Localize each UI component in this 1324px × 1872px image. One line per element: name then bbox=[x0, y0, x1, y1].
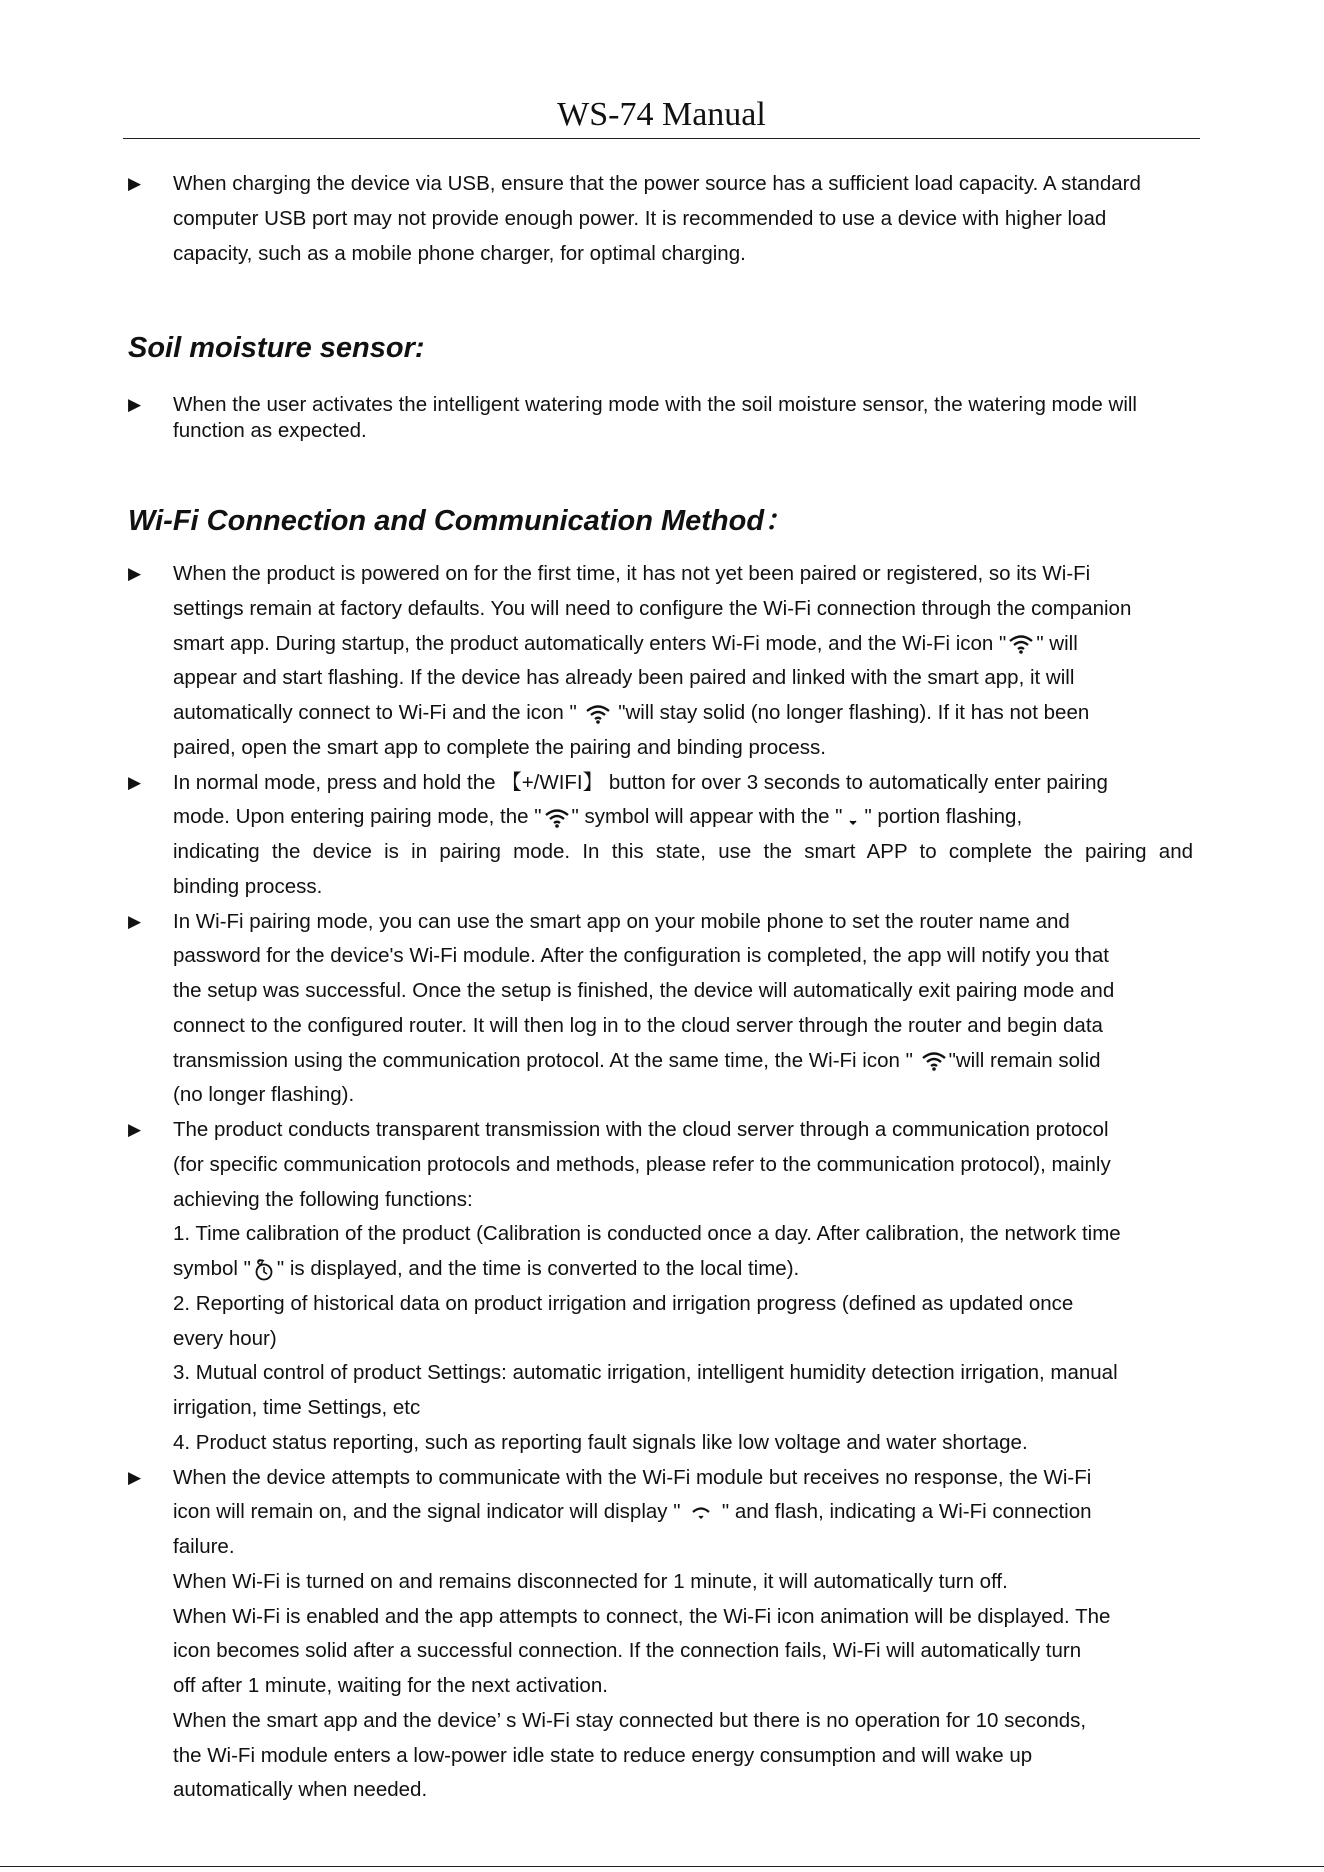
wifi-p1-text: " will bbox=[1036, 631, 1078, 655]
wifi-p5-line bbox=[173, 1495, 1092, 1530]
soil-section-body bbox=[128, 392, 1228, 444]
bullet-icon: ▶ bbox=[128, 395, 142, 414]
list-item-text: " is displayed, and the time is converted to the local time). bbox=[276, 1257, 800, 1280]
wifi-p5-line: When the device attempts to communicate with the Wi-Fi module but receives no response, the Wi-Fi bbox=[173, 1465, 1092, 1489]
network-time-icon bbox=[253, 1258, 275, 1282]
soil-section-title: Soil moisture sensor: bbox=[128, 332, 425, 364]
wifi-p5-line: automatically when needed. bbox=[173, 1778, 428, 1802]
wifi-p4-line: (for specific communication protocols and methods, please refer to the communication protocol), mainly bbox=[173, 1152, 1111, 1176]
wifi-p3-line: In Wi-Fi pairing mode, you can use the smart app on your mobile phone to set the router name and bbox=[173, 909, 1070, 933]
list-item: irrigation, time Settings, etc bbox=[173, 1396, 421, 1419]
bullet-icon: ▶ bbox=[128, 772, 142, 792]
wifi-icon bbox=[585, 704, 611, 724]
wifi-p5-line: the Wi-Fi module enters a low-power idle state to reduce energy consumption and will wake up bbox=[173, 1743, 1033, 1767]
wifi-p2-text: " portion flashing, bbox=[864, 805, 1023, 829]
wifi-p3-text: "will remain solid bbox=[948, 1048, 1101, 1072]
wifi-p1-line: settings remain at factory defaults. You will need to configure the Wi-Fi connection through the companion bbox=[173, 596, 1132, 620]
wifi-p4-line: achieving the following functions: bbox=[173, 1187, 473, 1211]
wifi-p3-line: connect to the configured router. It will then log in to the cloud server through the router and begin data bbox=[173, 1013, 1103, 1037]
list-item: 2. Reporting of historical data on product irrigation and irrigation progress (defined as updated once bbox=[173, 1291, 1074, 1315]
wifi-p5-line: When the smart app and the device’ s Wi-Fi stay connected but there is no operation for 10 seconds, bbox=[173, 1708, 1087, 1732]
wifi-icon bbox=[921, 1051, 947, 1071]
wifi-p2-line bbox=[173, 800, 1022, 835]
wifi-p1-line bbox=[173, 696, 1089, 731]
wifi-icon bbox=[544, 808, 570, 828]
wifi-p5-line: When Wi-Fi is turned on and remains disconnected for 1 minute, it will automatically turn off. bbox=[173, 1569, 1008, 1593]
wifi-partial-icon bbox=[688, 1503, 714, 1523]
wifi-p2-text: " symbol will appear with the " bbox=[571, 805, 843, 829]
bullet-icon: ▶ bbox=[128, 1467, 142, 1487]
wifi-p5-text: " and flash, indicating a Wi-Fi connection bbox=[716, 1500, 1092, 1524]
list-item bbox=[173, 1252, 799, 1287]
bullet-icon: ▶ bbox=[128, 174, 142, 193]
soil-line-1: When the user activates the intelligent watering mode with the soil moisture sensor, the watering mode will bbox=[173, 393, 1137, 416]
wifi-p1-line: paired, open the smart app to complete the pairing and binding process. bbox=[173, 735, 826, 759]
list-item: 1. Time calibration of the product (Calibration is conducted once a day. After calibration, the network time bbox=[173, 1222, 1121, 1246]
list-item: 3. Mutual control of product Settings: automatic irrigation, intelligent humidity detection irrigation, manual bbox=[173, 1361, 1118, 1385]
wifi-p5-line: When Wi-Fi is enabled and the app attempts to connect, the Wi-Fi icon animation will be displayed. The bbox=[173, 1604, 1111, 1628]
header-divider bbox=[123, 138, 1200, 139]
charging-line-2: computer USB port may not provide enough power. It is recommended to use a device with higher load bbox=[173, 206, 1107, 230]
soil-line-2: function as expected. bbox=[173, 419, 367, 442]
wifi-p3-line: the setup was successful. Once the setup is finished, the device will automatically exit pairing mode and bbox=[173, 979, 1115, 1002]
wifi-p1-line: appear and start flashing. If the device has already been paired and linked with the smart app, it will bbox=[173, 666, 1075, 690]
wifi-p1-text: "will stay solid (no longer flashing). If it has not been bbox=[612, 701, 1090, 724]
wifi-p3-text: transmission using the communication protocol. At the same time, the Wi-Fi icon " bbox=[173, 1048, 919, 1072]
charging-line-3: capacity, such as a mobile phone charger, for optimal charging. bbox=[173, 241, 746, 265]
wifi-icon bbox=[1008, 634, 1034, 654]
wifi-p3-line: (no longer flashing). bbox=[173, 1083, 355, 1107]
wifi-p2-text: mode. Upon entering pairing mode, the " bbox=[173, 805, 542, 829]
wifi-p4-line: The product conducts transparent transmission with the cloud server through a communication protocol bbox=[173, 1118, 1109, 1141]
bullet-icon: ▶ bbox=[128, 911, 142, 931]
wifi-p2-line: In normal mode, press and hold the 【+/WIFI】 button for over 3 seconds to automatically enter pairing bbox=[173, 770, 1108, 794]
wifi-p5-text: icon will remain on, and the signal indicator will display " bbox=[173, 1500, 687, 1524]
wifi-p5-line: failure. bbox=[173, 1535, 235, 1558]
charging-line-1: When charging the device via USB, ensure that the power source has a sufficient load capacity. A standard bbox=[173, 172, 1141, 195]
list-item: 4. Product status reporting, such as reporting fault signals like low voltage and water shortage. bbox=[173, 1430, 1028, 1454]
footer-divider bbox=[0, 1866, 1324, 1867]
wifi-p1-line: When the product is powered on for the first time, it has not yet been paired or registered, so its Wi-Fi bbox=[173, 562, 1091, 585]
page-title: WS-74 Manual bbox=[557, 96, 766, 133]
wifi-p3-line bbox=[173, 1044, 1101, 1079]
list-item-text: symbol " bbox=[173, 1257, 251, 1280]
wifi-p1-text: smart app. During startup, the product automatically enters Wi-Fi mode, and the Wi-Fi icon " bbox=[173, 631, 1007, 655]
bullet-icon: ▶ bbox=[128, 564, 142, 583]
list-item: every hour) bbox=[173, 1326, 277, 1350]
wifi-section-body bbox=[128, 557, 1228, 1808]
wifi-p5-line: icon becomes solid after a successful connection. If the connection fails, Wi-Fi will automatically turn bbox=[173, 1639, 1082, 1663]
wifi-p2-line: binding process. bbox=[173, 874, 323, 898]
wifi-p2-line: indicating the device is in pairing mode. In this state, use the smart APP to complete the pairing and bbox=[173, 840, 1193, 863]
wifi-p1-text: automatically connect to Wi-Fi and the icon " bbox=[173, 701, 583, 724]
bullet-icon: ▶ bbox=[128, 1120, 142, 1139]
wifi-dot-icon bbox=[844, 808, 862, 828]
charging-note bbox=[128, 167, 1228, 271]
wifi-p5-line: off after 1 minute, waiting for the next activation. bbox=[173, 1674, 608, 1697]
wifi-section-title: Wi-Fi Connection and Communication Method： bbox=[128, 505, 794, 537]
wifi-p3-line: password for the device's Wi-Fi module. After the configuration is completed, the app will notify you that bbox=[173, 944, 1109, 968]
wifi-p1-line bbox=[173, 627, 1078, 662]
